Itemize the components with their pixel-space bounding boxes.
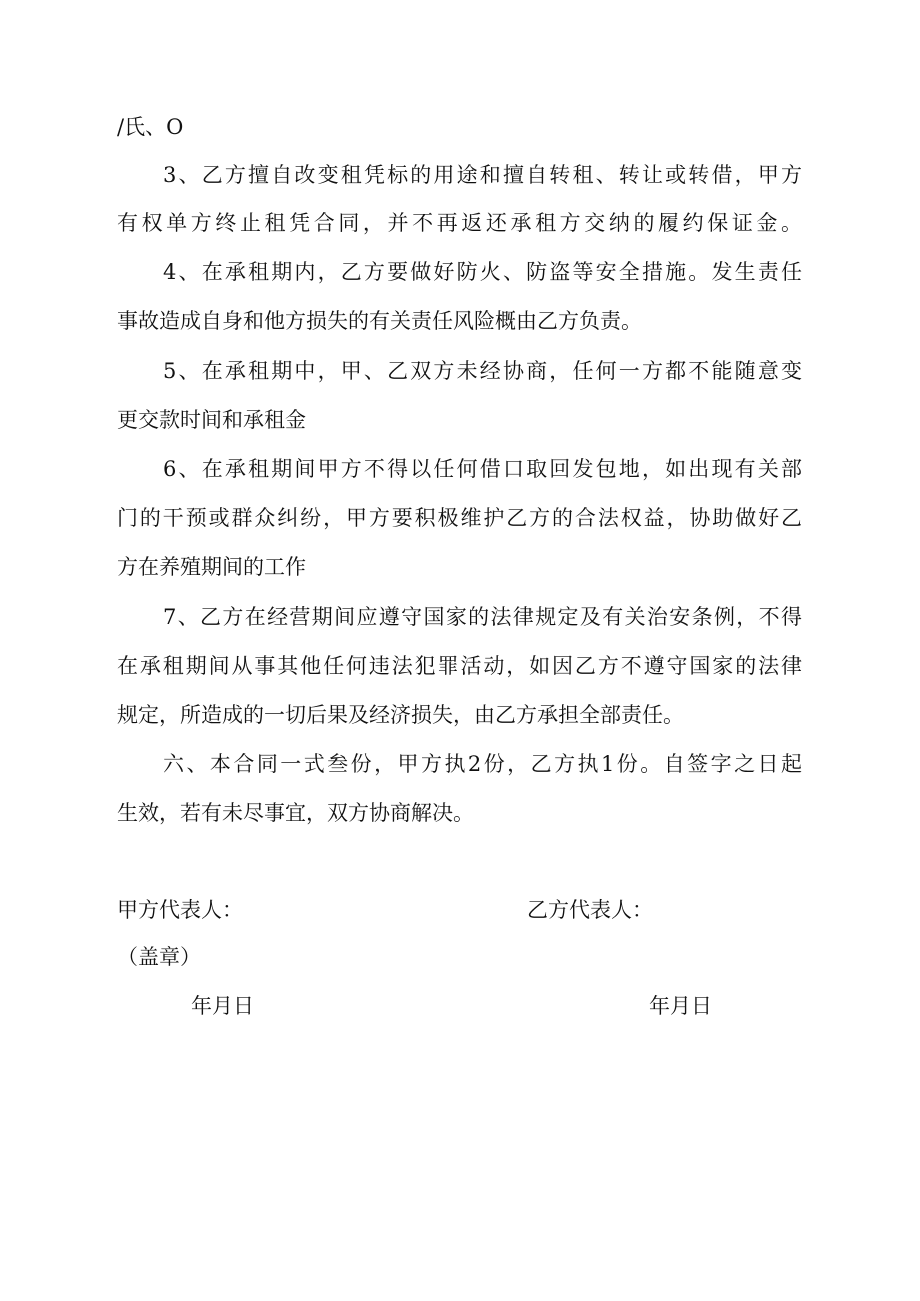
clause-5-line-2: 更交款时间和承租金 <box>117 408 306 432</box>
clause-6-line-2: 门的干预或群众纠纷，甲方要积极维护乙方的合法权益，协助做好乙 <box>117 506 802 530</box>
clause-5-line-1: 5、在承租期中，甲、乙双方未经协商，任何一方都不能随意变 <box>163 359 802 383</box>
clause-3-line-1: 3、乙方擅自改变租凭标的用途和擅自转租、转让或转借，甲方 <box>163 163 802 187</box>
clause-4-line-1: 4、在承租期内，乙方要做好防火、防盗等安全措施。发生责任 <box>163 260 802 284</box>
clause-7-line-1: 7、乙方在经营期间应遵守国家的法律规定及有关治安条例，不得 <box>163 605 802 629</box>
clause-six-line-1: 六、本合同一式叁份，甲方执2份，乙方执1份。自签字之日起 <box>163 752 802 776</box>
fragment-line: /氏、O <box>117 115 184 139</box>
clause-6-line-1: 6、在承租期间甲方不得以任何借口取回发包地，如出现有关部 <box>163 457 802 481</box>
clause-six-line-2: 生效，若有未尽事宜，双方协商解决。 <box>117 801 474 825</box>
seal-label: （盖章） <box>117 945 201 969</box>
clause-4-line-2: 事故造成自身和他方损失的有关责任风险概由乙方负责。 <box>117 309 642 333</box>
party-a-date: 年月日 <box>191 994 254 1018</box>
clause-7-line-3: 规定，所造成的一切后果及经济损失，由乙方承担全部责任。 <box>117 703 684 727</box>
party-b-label: 乙方代表人： <box>527 898 653 922</box>
clause-3-line-2: 有权单方终止租凭合同，并不再返还承租方交纳的履约保证金。 <box>117 211 802 235</box>
clause-7-line-2: 在承租期间从事其他任何违法犯罪活动，如因乙方不遵守国家的法律 <box>117 654 802 678</box>
clause-6-line-3: 方在养殖期间的工作 <box>117 555 306 579</box>
party-b-date: 年月日 <box>649 994 712 1018</box>
party-a-label: 甲方代表人： <box>117 898 243 922</box>
